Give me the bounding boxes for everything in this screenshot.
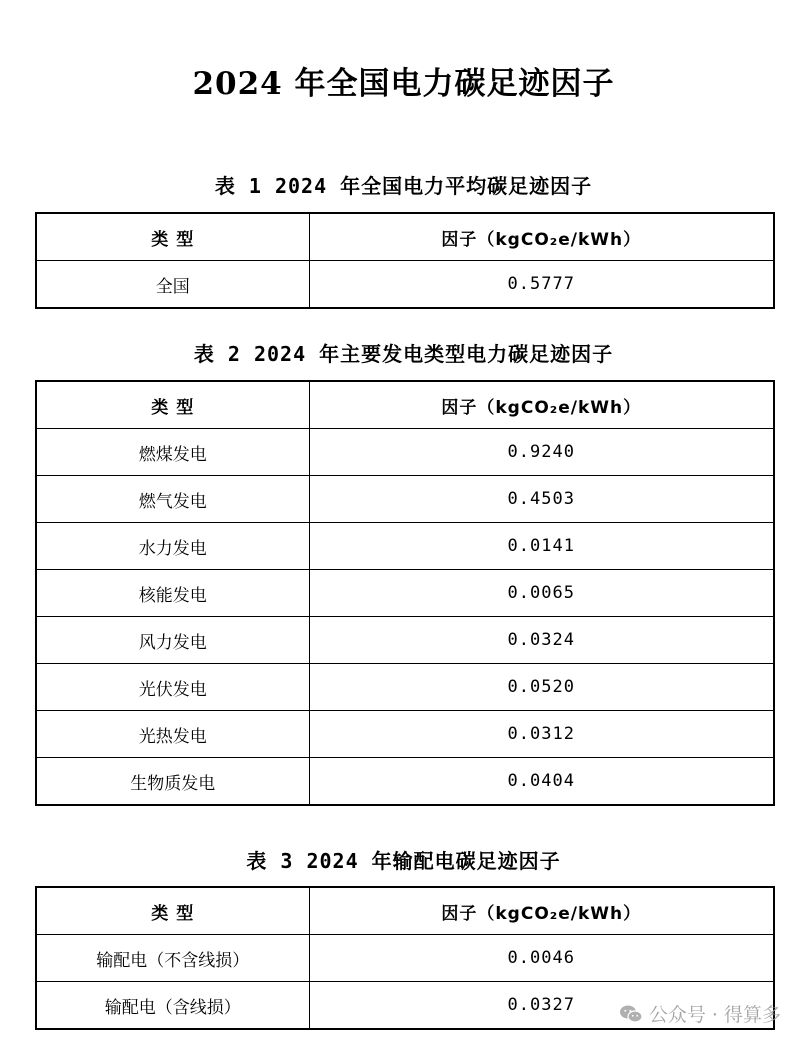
table-3-caption: 表 3 2024 年输配电碳足迹因子 (246, 849, 561, 873)
table-header-row (36, 213, 774, 261)
column-header-factor: 因子（kgCO₂e/kWh） (309, 887, 774, 935)
table-row (36, 523, 774, 570)
row-type: 光伏发电 (36, 664, 309, 711)
row-factor: 0.0141 (309, 523, 774, 570)
row-type: 燃气发电 (36, 476, 309, 523)
table-row (36, 429, 774, 476)
column-header-type: 类 型 (36, 887, 309, 935)
row-type: 生物质发电 (36, 758, 309, 806)
table-row (36, 711, 774, 758)
table-1-caption: 表 1 2024 年全国电力平均碳足迹因子 (214, 174, 593, 198)
row-factor: 0.0046 (309, 935, 774, 982)
row-type: 输配电（含线损） (36, 982, 309, 1030)
table-1 (35, 212, 775, 309)
table-row (36, 261, 774, 309)
column-header-factor: 因子（kgCO₂e/kWh） (309, 213, 774, 261)
row-type: 光热发电 (36, 711, 309, 758)
column-header-factor: 因子（kgCO₂e/kWh） (309, 381, 774, 429)
table-row (36, 935, 774, 982)
row-factor: 0.5777 (309, 261, 774, 309)
table-header-row (36, 887, 774, 935)
table-row (36, 664, 774, 711)
column-header-type: 类 型 (36, 381, 309, 429)
row-factor: 0.0327 (309, 982, 774, 1030)
table-row (36, 570, 774, 617)
table-row (36, 617, 774, 664)
table-2 (35, 380, 775, 806)
row-factor: 0.0404 (309, 758, 774, 806)
row-type: 水力发电 (36, 523, 309, 570)
table-2-caption: 表 2 2024 年主要发电类型电力碳足迹因子 (193, 342, 614, 366)
row-type: 风力发电 (36, 617, 309, 664)
watermark (619, 1000, 781, 1027)
column-header-type: 类 型 (36, 213, 309, 261)
row-type: 输配电（不含线损） (36, 935, 309, 982)
document-title: 2024 年全国电力碳足迹因子 (192, 66, 615, 102)
row-factor: 0.0520 (309, 664, 774, 711)
row-factor: 0.0312 (309, 711, 774, 758)
row-type: 全国 (36, 261, 309, 309)
table-row (36, 758, 774, 806)
row-factor: 0.9240 (309, 429, 774, 476)
table-row (36, 476, 774, 523)
row-factor: 0.0065 (309, 570, 774, 617)
row-factor: 0.4503 (309, 476, 774, 523)
table-header-row (36, 381, 774, 429)
watermark-text: 公众号 · 得算多 (648, 1004, 781, 1026)
row-type: 燃煤发电 (36, 429, 309, 476)
row-factor: 0.0324 (309, 617, 774, 664)
row-type: 核能发电 (36, 570, 309, 617)
wechat-icon (619, 1004, 643, 1024)
